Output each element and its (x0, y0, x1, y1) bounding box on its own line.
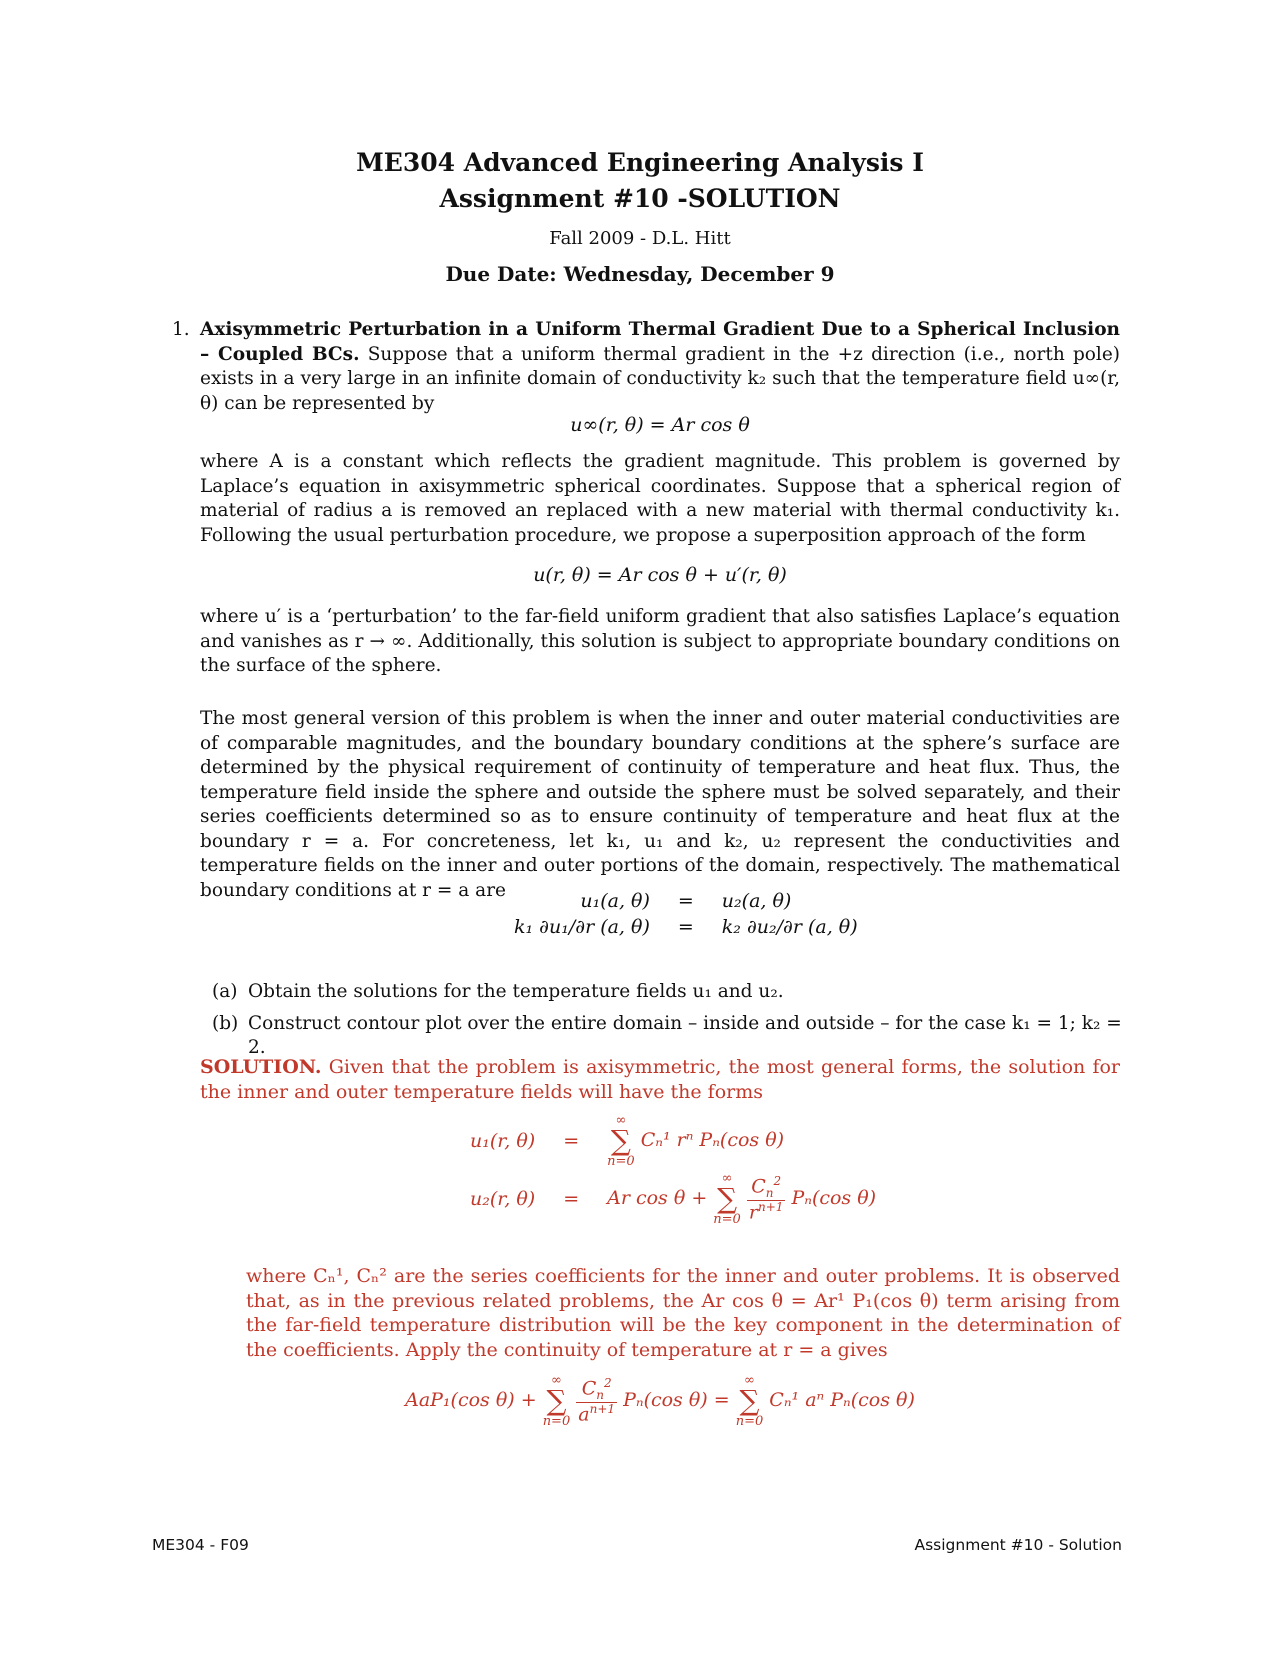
u2-fraction: $\frac{C_n^2}{r^{n+1}}$ (748, 1173, 784, 1224)
solution-heading-line (200, 1055, 1120, 1104)
solution-paragraph: where Cₙ¹, Cₙ² are the series coefficients for the inner and outer problems. It is observed that, as in the previous related problems, the Ar cos θ = Ar¹ P₁(cos θ) term arising from the far-field temperature distribution will be the key component in the determination of the coefficients. Apply the continuity of temperature at r = a gives (246, 1265, 1120, 1361)
bc2-rhs: k₂ ∂u₂/∂r (a, θ) (721, 916, 858, 938)
u1-rhs-cell (593, 1112, 890, 1170)
footer-left: ME304 - F09 (152, 1536, 249, 1554)
problem-paragraph-2: where A is a constant which reflects the gradient magnitude. This problem is governed by Laplace’s equation in axisymmetric spherical coordinates. Suppose that a spherical region of material of radius a is removed an replaced with a new material with thermal conductivity k₁. Following the usual perturbation procedure, we propose a superposition approach of the form (200, 451, 1120, 546)
u2-rhs-b: Pₙ(cos θ) (791, 1187, 877, 1209)
final-mid: Pₙ(cos θ) = (623, 1389, 730, 1411)
problem-intro (172, 318, 1121, 416)
part-b-text: Construct contour plot over the entire domain – inside and outside – for the case k₁ = 1; k₂ = 2. (248, 1013, 1122, 1058)
u2-lhs: u₂(r, θ) (470, 1188, 536, 1210)
problem-number: 1. (172, 319, 190, 340)
term-author: Fall 2009 - D.L. Hitt (549, 228, 731, 249)
part-a-label: (a) (212, 981, 238, 1002)
equation-temperature-continuity (200, 1374, 1120, 1428)
final-sum-right: ∞ ∑ n=0 (735, 1373, 764, 1429)
problem-paragraph-4: The most general version of this problem is when the inner and outer material conductivities are of comparable magnitudes, and the boundary boundary conditions at the sphere’s surface are determined by the physical requirement of continuity of temperature and heat flux. Thus, the temperature field inside the sphere and outside the sphere must be solved separately, and their series coefficients determined so as to ensure continuity of temperature and heat flux at the boundary r = a. For concreteness, let k₁, u₁ and k₂, u₂ represent the conductivities and temperature fields on the inner and outer portions of the domain, respectively. The mathematical boundary conditions at r = a are (200, 708, 1120, 901)
part-b (212, 1012, 1122, 1060)
u1-sum: ∞ ∑ n=0 (607, 1113, 635, 1169)
final-sum-left: ∞ ∑ n=0 (542, 1373, 571, 1429)
bc1-rhs: u₂(a, θ) (721, 890, 792, 912)
u1-equals: = (563, 1130, 580, 1152)
course-title: ME304 Advanced Engineering Analysis I (356, 148, 924, 177)
u2-sum: ∞ ∑ n=0 (713, 1171, 741, 1227)
problem-paragraph-3: where u′ is a ‘perturbation’ to the far-field uniform gradient that also satisfies Laplace’s equation and vanishes as r → ∞. Additionally, this solution is subject to appropriate boundary conditions on the surface of the sphere. (200, 606, 1120, 676)
u1-rhs: Cₙ¹ rⁿ Pₙ(cos θ) (640, 1129, 785, 1151)
u2-row (456, 1170, 890, 1228)
boundary-conditions (500, 888, 872, 940)
assignment-title: Assignment #10 -SOLUTION (439, 184, 841, 213)
bc2-equals: = (677, 916, 694, 938)
bc1-equals: = (677, 890, 694, 912)
bc-row-flux (500, 914, 872, 940)
equation-far-field: u∞(r, θ) = Ar cos θ (570, 414, 750, 436)
due-date: Due Date: Wednesday, December 9 (445, 262, 835, 286)
solution-series-forms (456, 1112, 890, 1228)
problem-title: Axisymmetric Perturbation in a Uniform Thermal Gradient Due to a Spherical Inclusion – Coupled BCs. (200, 319, 1120, 365)
solution-intro: Given that the problem is axisymmetric, the most general forms, the solution for the inner and outer temperature fields will have the forms (200, 1056, 1120, 1103)
bc2-lhs: k₁ ∂u₁/∂r (a, θ) (514, 916, 650, 938)
equation-superposition: u(r, θ) = Ar cos θ + u′(r, θ) (533, 564, 787, 586)
part-a (212, 980, 1122, 1004)
u2-rhs-cell (593, 1170, 890, 1228)
bc1-lhs: u₁(a, θ) (580, 890, 650, 912)
final-rhs: Cₙ¹ aⁿ Pₙ(cos θ) (769, 1389, 915, 1411)
final-fraction: $\frac{C_n^2}{a^{n+1}}$ (578, 1375, 616, 1426)
u2-rhs-a: Ar cos θ + (607, 1187, 708, 1209)
u2-equals: = (563, 1188, 580, 1210)
problem-intro-text: Suppose that a uniform thermal gradient in the +z direction (i.e., north pole) exists in a very large in an infinite domain of conductivity k₂ such that the temperature field u∞(r, θ) can be represented by (200, 343, 1121, 414)
final-lhs: AaP₁(cos θ) + (405, 1389, 537, 1411)
part-b-label: (b) (212, 1013, 239, 1034)
u1-lhs: u₁(r, θ) (470, 1130, 536, 1152)
footer-right: Assignment #10 - Solution (914, 1536, 1122, 1554)
part-a-text: Obtain the solutions for the temperature fields u₁ and u₂. (248, 981, 784, 1002)
u1-row (456, 1112, 890, 1170)
solution-heading: SOLUTION. (200, 1056, 322, 1078)
bc-row-temperature (500, 888, 872, 914)
